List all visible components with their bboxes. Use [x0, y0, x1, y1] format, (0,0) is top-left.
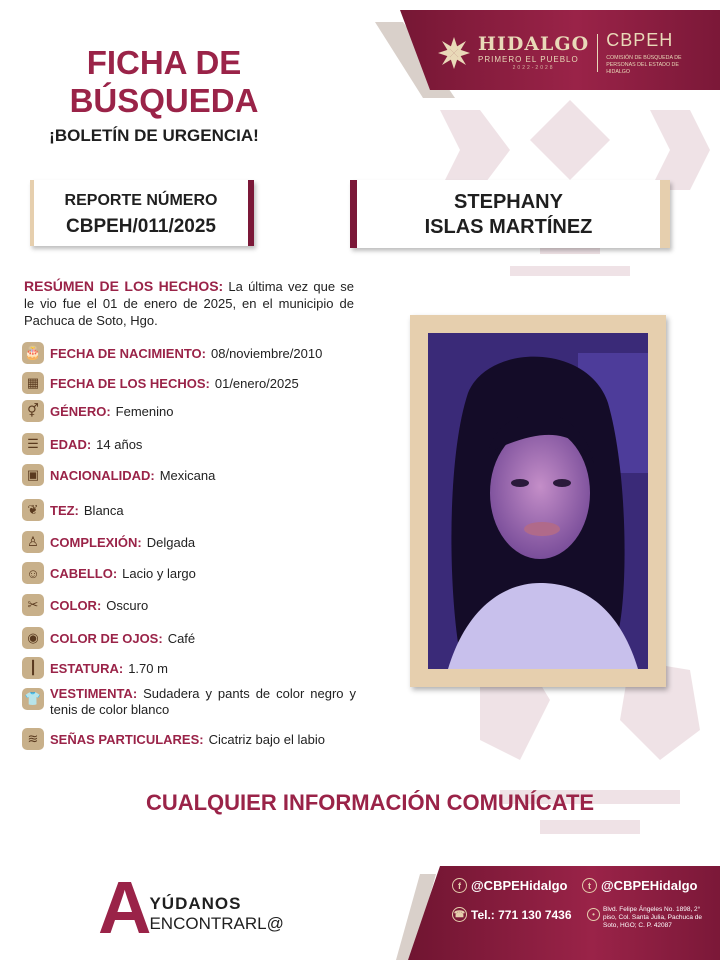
field-age	[22, 433, 142, 455]
phone-icon: ☎	[452, 907, 467, 922]
shirt-icon: 👕	[22, 688, 44, 710]
facebook-handle: @CBPEHidalgo	[471, 878, 568, 893]
field-label: FECHA DE NACIMIENTO:	[50, 345, 206, 361]
phone-link[interactable]	[452, 907, 572, 922]
field-hair-color	[22, 594, 148, 616]
field-label: GÉNERO:	[50, 403, 111, 419]
field-label: ESTATURA:	[50, 660, 124, 676]
help-line1: YÚDANOS	[149, 894, 242, 913]
cake-icon: 🎂	[22, 342, 44, 364]
person-photo	[428, 333, 648, 669]
call-to-action: CUALQUIER INFORMACIÓN COMUNÍCATE	[145, 790, 595, 815]
summary-of-events	[24, 278, 354, 329]
facebook-icon: f	[452, 878, 467, 893]
summary-label: RESÚMEN DE LOS HECHOS:	[24, 278, 224, 294]
field-eye-color	[22, 627, 195, 649]
age-icon: ☰	[22, 433, 44, 455]
field-label: NACIONALIDAD:	[50, 467, 155, 483]
photo-frame	[410, 315, 666, 687]
person-name-box	[350, 180, 670, 248]
person-first-name: STEPHANY	[454, 191, 563, 213]
field-value: Lacio y largo	[122, 565, 196, 581]
id-card-icon: ▣	[22, 464, 44, 486]
field-distinguishing-marks	[22, 728, 325, 750]
field-label: CABELLO:	[50, 565, 118, 581]
twitter-icon: t	[582, 878, 597, 893]
field-label: TEZ:	[50, 502, 79, 518]
twitter-link[interactable]	[582, 878, 697, 893]
body-icon: ♙	[22, 531, 44, 553]
org-full-name: COMISIÓN DE BÚSQUEDA DE PERSONAS DEL ESTADO DE HIDALGO	[606, 55, 682, 75]
help-us-logo	[98, 866, 284, 949]
help-line2: ENCONTRARL@	[149, 914, 284, 933]
field-label: COLOR DE OJOS:	[50, 630, 163, 646]
field-value: Cicatriz bajo el labio	[208, 731, 325, 747]
page-title-line2: BÚSQUEDA	[69, 82, 259, 119]
field-label: COLOR:	[50, 597, 102, 613]
field-value: Mexicana	[159, 467, 216, 483]
field-value: Café	[167, 630, 196, 646]
color-icon: ✂	[22, 594, 44, 616]
field-value: Delgada	[146, 534, 196, 550]
field-label: SEÑAS PARTICULARES:	[50, 731, 204, 747]
header-logo	[436, 30, 688, 76]
facebook-link[interactable]	[452, 878, 567, 893]
gender-icon: ⚥	[22, 400, 44, 422]
calendar-icon: ▦	[22, 372, 44, 394]
field-build	[22, 531, 195, 553]
field-value: Sudadera y pants de color negro y tenis de color blanco	[50, 686, 356, 717]
field-value: Oscuro	[106, 597, 149, 613]
page-title	[44, 44, 284, 120]
field-hair	[22, 562, 196, 584]
address: Blvd. Felipe Ángeles No. 1898, 2° piso, Col. Santa Julia, Pachuca de Soto, HGO; C. P. 42087	[603, 906, 703, 929]
field-skin-tone	[22, 499, 124, 521]
org-acronym: CBPEH	[606, 30, 674, 50]
person-last-name: ISLAS MARTÍNEZ	[424, 216, 593, 238]
page-subtitle: ¡BOLETÍN DE URGENCIA!	[49, 126, 259, 145]
phone-number: Tel.: 771 130 7436	[471, 907, 572, 922]
field-value: 14 años	[96, 436, 143, 452]
field-label: COMPLEXIÓN:	[50, 534, 142, 550]
logo-separator	[597, 34, 598, 72]
help-letter: A	[98, 866, 152, 949]
summary-text: La última vez que se le vio fue el 01 de enero de 2025, en el municipio de Pachuca de Soto, Hgo.	[24, 279, 354, 328]
marks-icon: ≋	[22, 728, 44, 750]
field-value: Femenino	[115, 403, 174, 419]
field-value: 01/enero/2025	[214, 375, 299, 391]
field-event-date	[22, 372, 299, 394]
field-value: 1.70 m	[128, 660, 168, 676]
field-gender	[22, 400, 173, 422]
skin-icon: ❦	[22, 499, 44, 521]
field-label: EDAD:	[50, 436, 92, 452]
eye-icon: ◉	[22, 627, 44, 649]
location-pin-icon: •	[587, 908, 600, 921]
field-label: VESTIMENTA:	[50, 686, 138, 701]
field-height	[22, 657, 168, 679]
hair-icon: ☺	[22, 562, 44, 584]
hidalgo-star-icon	[436, 35, 472, 71]
field-label: FECHA DE LOS HECHOS:	[50, 375, 210, 391]
field-value: 08/noviembre/2010	[211, 345, 323, 361]
logo-years: 2022-2028	[512, 65, 555, 71]
report-number-box	[30, 180, 254, 246]
field-clothing	[22, 686, 356, 718]
person-photo-illustration	[428, 333, 648, 669]
logo-hidalgo-text: HIDALGO	[478, 33, 590, 55]
field-nationality	[22, 464, 215, 486]
field-birthdate	[22, 342, 322, 364]
height-icon: ┃	[22, 657, 44, 679]
page-title-line1: FICHA DE	[86, 44, 242, 81]
report-label: REPORTE NÚMERO	[64, 192, 218, 209]
twitter-handle: @CBPEHidalgo	[601, 878, 698, 893]
report-number: CBPEH/011/2025	[66, 216, 216, 237]
field-value: Blanca	[83, 502, 124, 518]
logo-slogan: PRIMERO EL PUEBLO	[478, 55, 579, 64]
